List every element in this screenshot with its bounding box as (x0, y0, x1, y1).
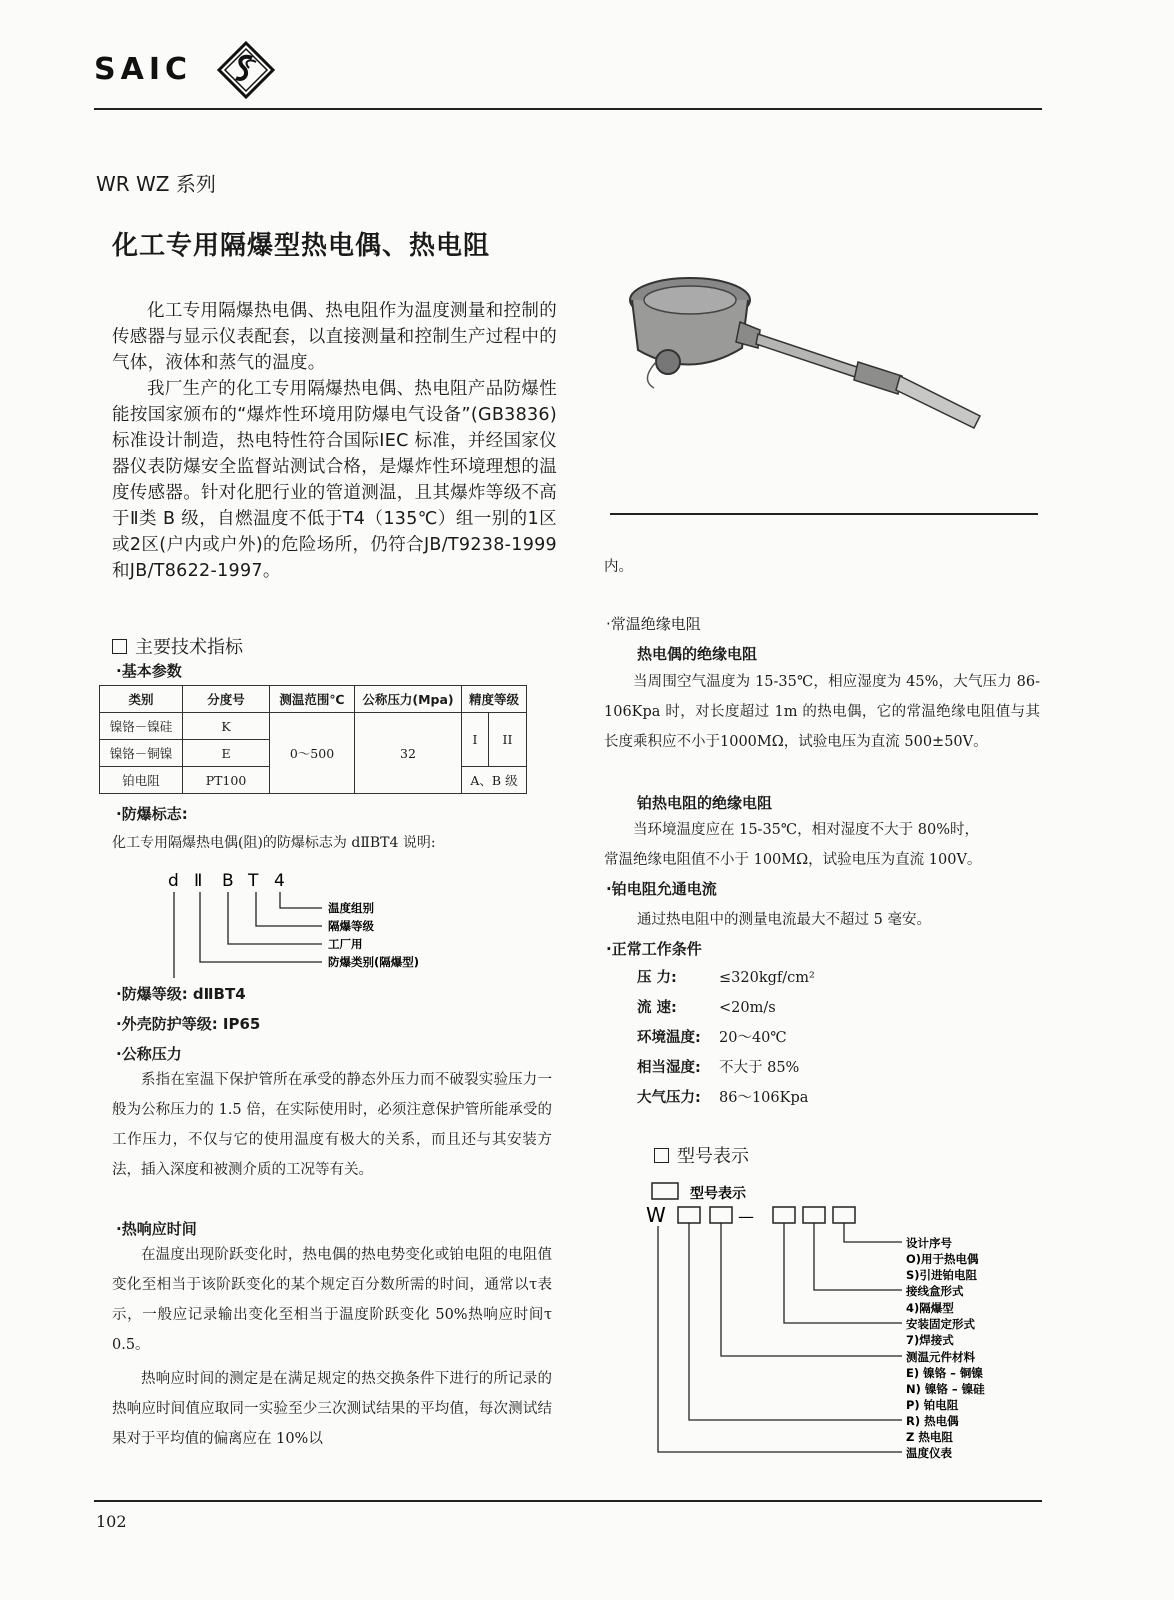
model-label: P) 铂电阻 (906, 1398, 959, 1412)
ex-char: 4 (274, 871, 285, 891)
condition-label: 大气压力: (637, 1090, 701, 1106)
pt-insulation-title: 铂热电阻的绝缘电阻 (637, 794, 773, 812)
table-cell: II (488, 713, 526, 767)
checkbox-square-icon (112, 639, 127, 654)
condition-label: 环境温度: (637, 1030, 701, 1046)
basic-params-table (99, 685, 527, 794)
condition-label: 压 力: (637, 970, 677, 986)
condition-label: 流 速: (637, 1000, 677, 1016)
series-label: WR WZ 系列 (96, 172, 216, 196)
footer-rule (94, 1500, 1042, 1502)
model-label: 7)焊接式 (906, 1333, 954, 1347)
intro-paragraph-1: 化工专用隔爆热电偶、热电阻作为温度测量和控制的传感器与显示仪表配套，以直接测量和控制生产过程中的气体，液体和蒸气的温度。 (112, 301, 557, 373)
model-diagram (640, 1178, 1040, 1468)
ex-mark-diagram (160, 868, 460, 978)
model-label: 4)隔爆型 (906, 1301, 954, 1315)
condition-value: 20～40℃ (719, 1030, 787, 1046)
table-cell: 镍铬－铜镍 (100, 740, 183, 767)
condition-row (637, 1083, 815, 1113)
model-prefix: W (646, 1203, 666, 1227)
ex-grade: ·防爆等级: dⅡBT4 (116, 985, 246, 1003)
conditions-title: ·正常工作条件 (606, 940, 702, 958)
table-cell: 铂电阻 (100, 767, 183, 794)
table-cell: A、B 级 (462, 767, 527, 794)
ex-label: 温度组别 (328, 901, 374, 915)
model-label: N) 镍铬 – 镍硅 (906, 1382, 985, 1396)
pt-insulation-line-1: 当环境温度应在 15-35℃，相对湿度不大于 80%时， (633, 822, 979, 838)
nominal-pressure-paragraph: 系指在室温下保护管所在承受的静态外压力而不破裂实验压力一般为公称压力的 1.5 倍，在实际使用时，必须注意保护管所能承受的工作压力，不仅与它的使用温度有极大的关系，而且还与其安装方法，插入深度和被测介质的工况等有关。 (112, 1072, 552, 1178)
table-cell: K (183, 713, 270, 740)
condition-value: 不大于 85% (719, 1060, 800, 1076)
table-header: 分度号 (183, 686, 270, 713)
insulation-title: ·常温绝缘电阻 (606, 615, 701, 633)
brand-logo-text: SAIC (94, 52, 193, 87)
spec-heading (112, 633, 243, 659)
condition-row (637, 993, 815, 1023)
model-sub-heading: 型号表示 (690, 1186, 746, 1202)
response-paragraph-1: 在温度出现阶跃变化时，热电偶的热电势变化或铂电阻的电阻值变化至相当于该阶跃变化的某个规定百分数所需的时间，通常以τ表示，一般应记录输出变化至相当于温度阶跃变化 50%热响应时间τ 0.5。 (112, 1247, 552, 1353)
ex-label: 工厂用 (328, 937, 363, 951)
model-label: R) 热电偶 (906, 1414, 959, 1428)
table-cell: E (183, 740, 270, 767)
product-photo (610, 230, 1040, 510)
current-text: 通过热电阻中的测量电流最大不超过 5 毫安。 (637, 912, 931, 928)
photo-underline (610, 513, 1038, 515)
tc-insulation-text (604, 667, 1040, 757)
table-header: 公称压力(Mpa) (355, 686, 462, 713)
model-heading (654, 1142, 749, 1168)
basic-params-title: ·基本参数 (116, 662, 182, 680)
tc-insulation-title: 热电偶的绝缘电阻 (637, 645, 758, 663)
condition-row (637, 963, 815, 993)
model-heading-text: 型号表示 (677, 1146, 749, 1167)
ex-mark-title: ·防爆标志: (116, 805, 188, 823)
condition-value: <20m/s (719, 1000, 776, 1016)
ex-char: T (248, 871, 259, 891)
condition-value: 86～106Kpa (719, 1090, 809, 1106)
model-label: 接线盒形式 (906, 1284, 964, 1298)
condition-value: ≤320kgf/cm² (719, 970, 815, 986)
nominal-pressure-title: ·公称压力 (116, 1045, 182, 1063)
ex-char: B (222, 871, 234, 891)
model-label: E) 镍铬 – 铜镍 (906, 1366, 983, 1380)
page-title: 化工专用隔爆型热电偶、热电阻 (112, 231, 491, 261)
table-row (100, 713, 527, 740)
response-time-title: ·热响应时间 (116, 1220, 197, 1238)
conditions-list (637, 963, 815, 1113)
table-cell: 镍铬－镍硅 (100, 713, 183, 740)
continued-text: 内。 (604, 559, 633, 575)
table-cell: 0～500 (270, 713, 355, 794)
table-cell: I (462, 713, 489, 767)
ex-char: d (168, 871, 179, 891)
model-label: O)用于热电偶 (906, 1252, 979, 1266)
pt-insulation-line-2: 常温绝缘电阻值不小于 100MΩ，试验电压为直流 100V。 (604, 852, 982, 868)
spec-heading-text: 主要技术指标 (135, 637, 243, 658)
condition-row (637, 1023, 815, 1053)
condition-label: 相当湿度: (637, 1060, 701, 1076)
table-cell: 32 (355, 713, 462, 794)
table-header: 测温范围℃ (270, 686, 355, 713)
model-label: 设计序号 (906, 1236, 952, 1250)
nominal-pressure-text (112, 1065, 552, 1185)
enclosure-rating: ·外壳防护等级: IP65 (116, 1015, 261, 1033)
page-number: 102 (96, 1512, 127, 1531)
model-label: 温度仪表 (906, 1446, 952, 1460)
brand-emblem-icon (216, 40, 276, 100)
ex-label: 隔爆等级 (328, 919, 374, 933)
model-label: 安装固定形式 (906, 1317, 975, 1331)
checkbox-square-icon (654, 1148, 669, 1163)
table-header: 精度等级 (462, 686, 527, 713)
intro-paragraph-2: 我厂生产的化工专用隔爆热电偶、热电阻产品防爆性能按国家颁布的“爆炸性环境用防爆电气设备”(GB3836)标准设计制造，热电特性符合国际IEC 标准，并经国家仪器仪表防爆安全监督站测试合格，是爆炸性环境理想的温度传感器。针对化肥行业的管道测温，且其爆炸等级不高于Ⅱ类 B 级，自燃温度不低于T4（135℃）组一别的1区或2区(户内或户外)的危险场所，仍符合JB/T9238-1999和JB/T8622-1997。 (112, 379, 557, 581)
ex-mark-desc: 化工专用隔爆热电偶(阻)的防爆标志为 dⅡBT4 说明: (112, 835, 436, 851)
table-header: 类别 (100, 686, 183, 713)
model-label: S)引进铂电阻 (906, 1268, 978, 1282)
tc-insulation-paragraph: 当周围空气温度为 15-35℃，相应湿度为 45%，大气压力 86-106Kpa 时，对长度超过 1m 的热电偶，它的常温绝缘电阻值与其长度乘积应不小于1000MΩ，试验电压为直流 500±50V。 (604, 674, 1040, 750)
model-dash: — (738, 1207, 754, 1226)
intro-text (112, 298, 557, 584)
header-rule (94, 108, 1042, 110)
ex-label: 防爆类别(隔爆型) (328, 955, 420, 969)
pt-insulation-text (604, 815, 1044, 875)
model-label: 测温元件材料 (906, 1350, 975, 1364)
response-paragraph-2: 热响应时间的测定是在满足规定的热交换条件下进行的所记录的热响应时间值应取同一实验至少三次测试结果的平均值，每次测试结果对于平均值的偏离应在 10%以 (112, 1371, 552, 1447)
current-title: ·铂电阻允通电流 (606, 880, 717, 898)
ex-char: Ⅱ (194, 871, 203, 891)
model-label: Z 热电阻 (906, 1430, 953, 1444)
model-sub-box (652, 1183, 678, 1199)
condition-row (637, 1053, 815, 1083)
response-time-text (112, 1240, 552, 1454)
table-cell: PT100 (183, 767, 270, 794)
